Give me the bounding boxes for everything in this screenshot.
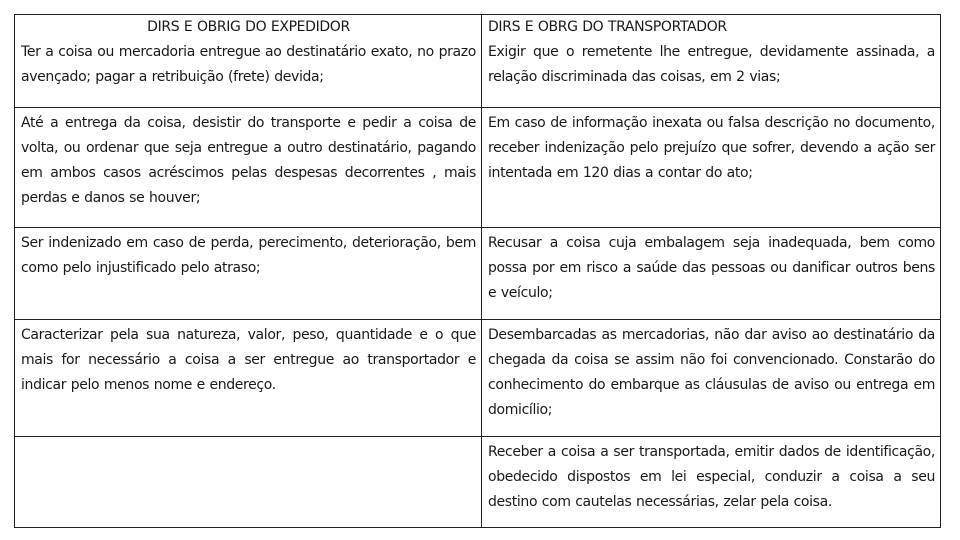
expedidor-cell-empty — [15, 437, 482, 528]
expedidor-cell — [15, 228, 482, 320]
rights-obligations-table — [14, 14, 941, 528]
expedidor-cell — [15, 108, 482, 228]
expedidor-text: Até a entrega da coisa, desistir do transporte e pedir a coisa de volta, ou ordenar que seja entregue a outro destinatário, pagando em ambos casos acréscimos pelas despesas decorrentes , mais perdas e danos se houver; — [21, 115, 476, 206]
transportador-cell — [482, 320, 941, 437]
transportador-cell — [482, 15, 941, 108]
expedidor-text: Ter a coisa ou mercadoria entregue ao destinatário exato, no prazo avençado; pagar a retribuição (frete) devida; — [21, 44, 476, 85]
transportador-cell — [482, 108, 941, 228]
table-row — [15, 108, 941, 228]
table-row — [15, 320, 941, 437]
transportador-text: Exigir que o remetente lhe entregue, devidamente assinada, a relação discriminada das coisas, em 2 vias; — [488, 44, 935, 85]
transportador-text: Receber a coisa a ser transportada, emitir dados de identificação, obedecido dispostos em lei especial, conduzir a coisa a seu destino com cautelas necessárias, zelar pela coisa. — [488, 444, 935, 510]
table-row — [15, 228, 941, 320]
expedidor-header: DIRS E OBRIG DO EXPEDIDOR — [147, 19, 350, 35]
table-row — [15, 437, 941, 528]
expedidor-text: Ser indenizado em caso de perda, perecimento, deterioração, bem como pelo injustificado pelo atraso; — [21, 235, 476, 276]
expedidor-text: Caracterizar pela sua natureza, valor, peso, quantidade e o que mais for necessário a coisa a ser entregue ao transportador e indicar pelo menos nome e endereço. — [21, 327, 476, 393]
transportador-cell — [482, 228, 941, 320]
expedidor-cell — [15, 15, 482, 108]
table-row — [15, 15, 941, 108]
transportador-cell — [482, 437, 941, 528]
transportador-header: DIRS E OBRG DO TRANSPORTADOR — [488, 19, 727, 35]
transportador-text: Recusar a coisa cuja embalagem seja inadequada, bem como possa por em risco a saúde das pessoas ou danificar outros bens e veículo; — [488, 235, 935, 301]
transportador-text: Desembarcadas as mercadorias, não dar aviso ao destinatário da chegada da coisa se assim não foi convencionado. Constarão do conhecimento do embarque as cláusulas de aviso ou entrega em domicílio; — [488, 327, 935, 418]
transportador-text: Em caso de informação inexata ou falsa descrição no documento, receber indenização pelo prejuízo que sofrer, devendo a ação ser intentada em 120 dias a contar do ato; — [488, 115, 935, 181]
expedidor-cell — [15, 320, 482, 437]
